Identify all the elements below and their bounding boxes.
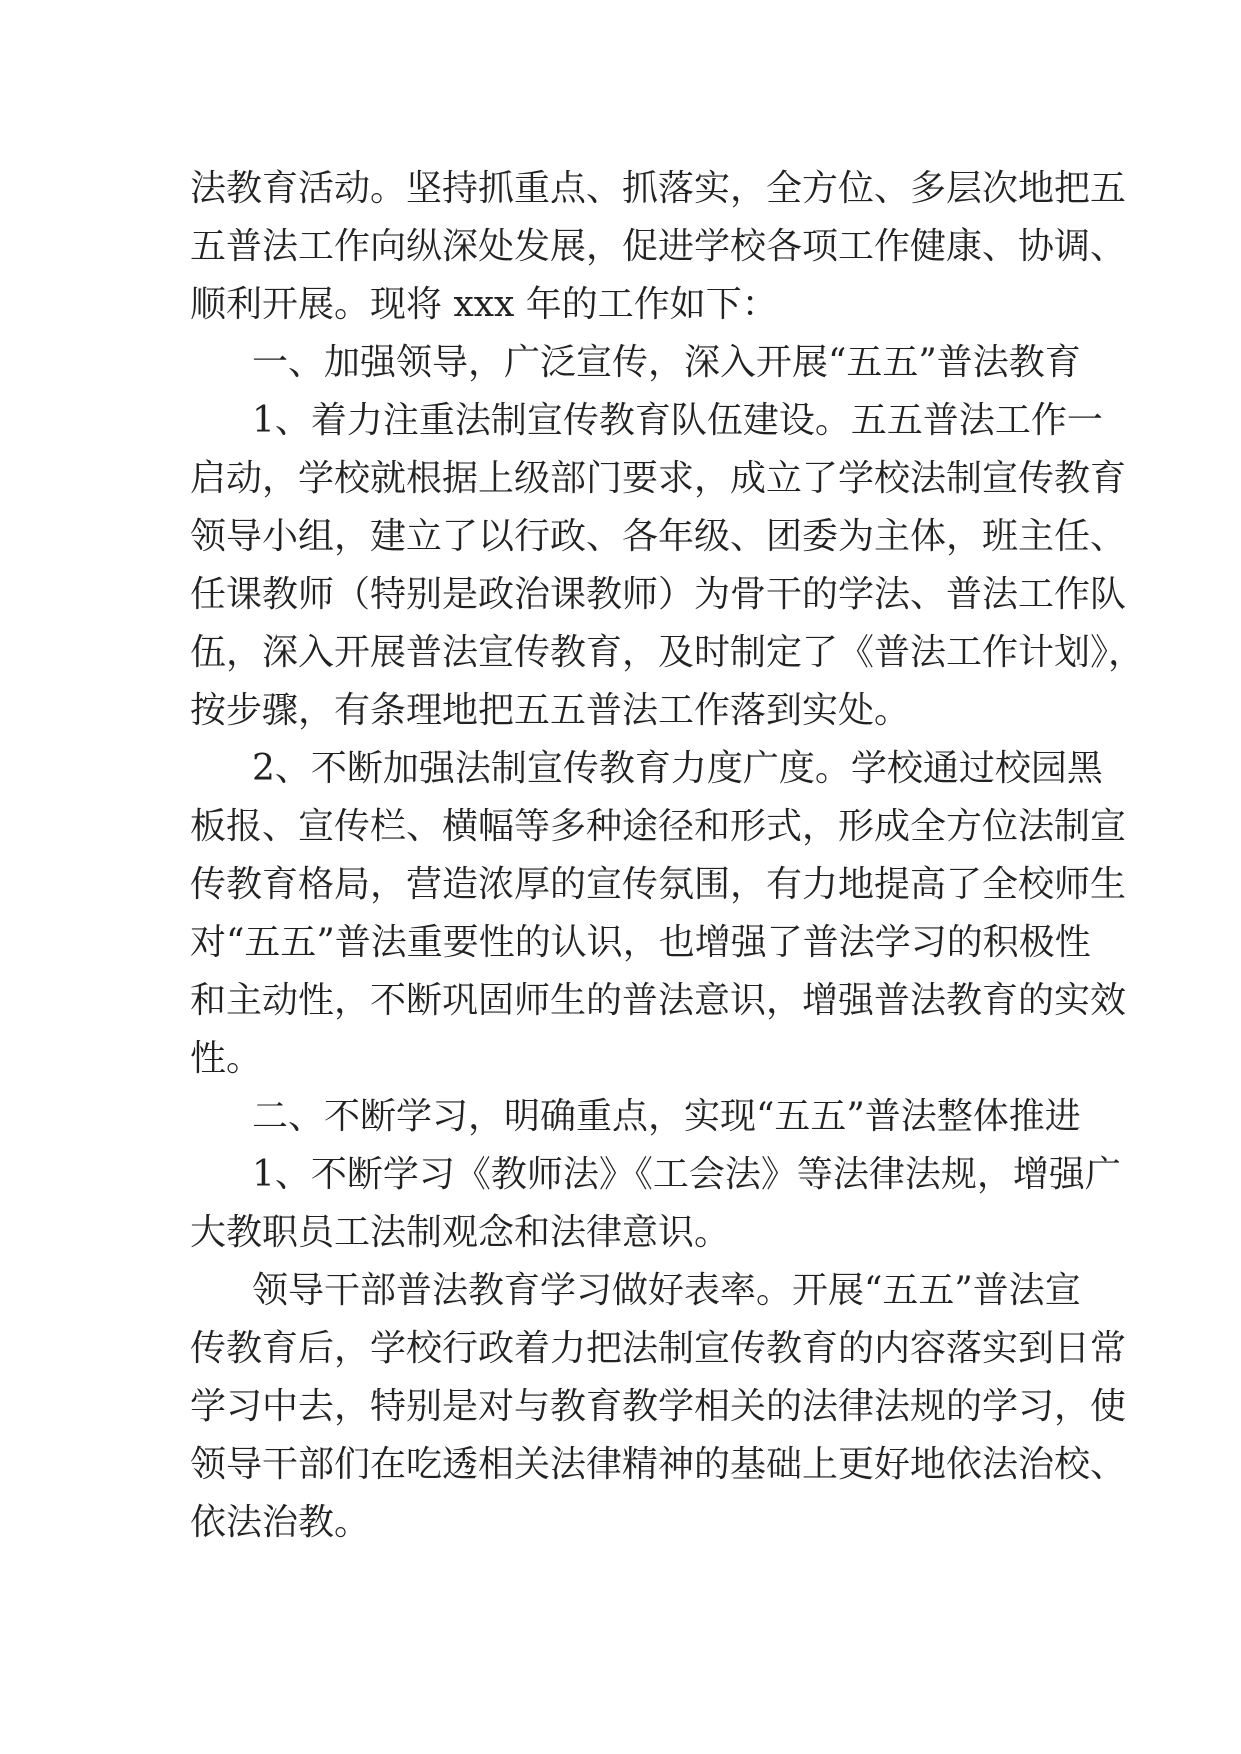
text-line: 五普法工作向纵深处发展，促进学校各项工作健康、协调、 bbox=[190, 226, 1127, 267]
text-line: 领导干部普法教育学习做好表率。开展“五五”普法宣 bbox=[252, 1270, 1081, 1311]
text-line: 领导干部们在吃透相关法律精神的基础上更好地依法治校、 bbox=[190, 1444, 1127, 1485]
text-line: 伍，深入开展普法宣传教育，及时制定了《普法工作计划》， bbox=[190, 632, 1145, 673]
text-line: 板报、宣传栏、横幅等多种途径和形式，形成全方位法制宣 bbox=[190, 806, 1127, 847]
text-line: 1、着力注重法制宣传教育队伍建设。五五普法工作一 bbox=[252, 400, 1103, 441]
text-line: 领导小组，建立了以行政、各年级、团委为主体，班主任、 bbox=[190, 516, 1127, 557]
text-line: 2、不断加强法制宣传教育力度广度。学校通过校园黑 bbox=[252, 748, 1103, 789]
section-heading: 一、加强领导，广泛宣传，深入开展“五五”普法教育 bbox=[252, 342, 1081, 383]
section-heading: 二、不断学习，明确重点，实现“五五”普法整体推进 bbox=[252, 1096, 1081, 1137]
text-line: 启动，学校就根据上级部门要求，成立了学校法制宣传教育 bbox=[190, 458, 1127, 499]
text-line: 传教育后，学校行政着力把法制宣传教育的内容落实到日常 bbox=[190, 1328, 1127, 1369]
text-line: 顺利开展。现将 xxx 年的工作如下： bbox=[190, 284, 778, 325]
document-body bbox=[190, 160, 1145, 1552]
text-line: 按步骤，有条理地把五五普法工作落到实处。 bbox=[190, 690, 911, 731]
text-line: 1、不断学习《教师法》《工会法》等法律法规，增强广 bbox=[252, 1154, 1121, 1195]
text-line: 法教育活动。坚持抓重点、抓落实，全方位、多层次地把五 bbox=[190, 168, 1127, 209]
text-line: 对“五五”普法重要性的认识，也增强了普法学习的积极性 bbox=[190, 922, 1091, 963]
text-line: 任课教师（特别是政治课教师）为骨干的学法、普法工作队 bbox=[190, 574, 1127, 615]
text-line: 性。 bbox=[190, 1038, 263, 1079]
text-line: 大教职员工法制观念和法律意识。 bbox=[190, 1212, 731, 1253]
text-line: 依法治教。 bbox=[190, 1502, 371, 1543]
text-line: 传教育格局，营造浓厚的宣传氛围，有力地提高了全校师生 bbox=[190, 864, 1127, 905]
text-line: 学习中去，特别是对与教育教学相关的法律法规的学习，使 bbox=[190, 1386, 1127, 1427]
text-line: 和主动性，不断巩固师生的普法意识，增强普法教育的实效 bbox=[190, 980, 1127, 1021]
